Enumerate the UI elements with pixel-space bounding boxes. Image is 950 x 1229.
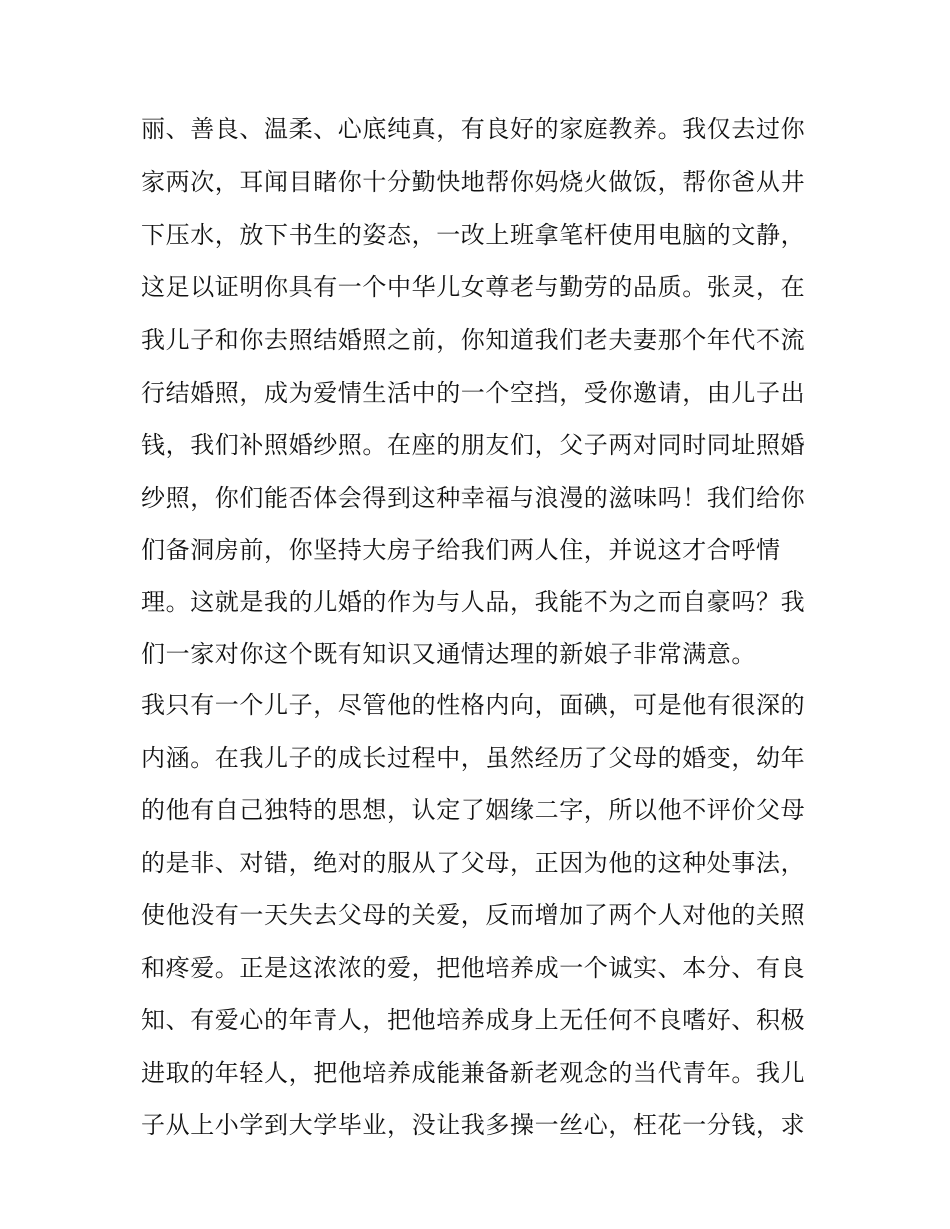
text-line: 们一家对你这个既有知识又通情达理的新娘子非常满意。 xyxy=(141,640,756,668)
text-line: 使他没有一天失去父母的关爱，反而增加了两个人对他的关照 xyxy=(141,901,806,929)
text-line: 子从上小学到大学毕业，没让我多操一丝心，枉花一分钱，求 xyxy=(141,1111,806,1139)
text-line: 内涵。在我儿子的成长过程中，虽然经历了父母的婚变，幼年 xyxy=(141,744,806,772)
text-line: 的是非、对错，绝对的服从了父母，正因为他的这种处事法， xyxy=(141,849,806,877)
text-line: 丽、善良、温柔、心底纯真，有良好的家庭教养。我仅去过你 xyxy=(141,115,806,143)
text-line: 们备洞房前，你坚持大房子给我们两人住，并说这才合呼情 xyxy=(141,536,781,564)
text-line: 钱，我们补照婚纱照。在座的朋友们，父子两对同时同址照婚 xyxy=(141,431,806,459)
text-line: 这足以证明你具有一个中华儿女尊老与勤劳的品质。张灵，在 xyxy=(141,273,806,301)
text-line: 下压水，放下书生的姿态，一改上班拿笔杆使用电脑的文静， xyxy=(141,221,806,249)
text-line: 行结婚照，成为爱情生活中的一个空挡，受你邀请，由儿子出 xyxy=(141,379,806,407)
text-line: 纱照，你们能否体会得到这种幸福与浪漫的滋味吗！我们给你 xyxy=(141,484,806,512)
text-line: 进取的年轻人，把他培养成能兼备新老观念的当代青年。我儿 xyxy=(141,1059,806,1087)
text-line: 的他有自己独特的思想，认定了姻缘二字，所以他不评价父母 xyxy=(141,796,806,824)
text-line: 和疼爱。正是这浓浓的爱，把他培养成一个诚实、本分、有良 xyxy=(141,954,806,982)
text-line: 知、有爱心的年青人，把他培养成身上无任何不良嗜好、积极 xyxy=(141,1006,806,1034)
text-line: 理。这就是我的儿婚的作为与人品，我能不为之而自豪吗？我 xyxy=(141,588,806,616)
text-line: 我儿子和你去照结婚照之前，你知道我们老夫妻那个年代不流 xyxy=(141,326,806,354)
text-line: 我只有一个儿子，尽管他的性格内向，面碘，可是他有很深的 xyxy=(141,691,806,719)
text-line: 家两次，耳闻目睹你十分勤快地帮你妈烧火做饭，帮你爸从井 xyxy=(141,168,806,196)
